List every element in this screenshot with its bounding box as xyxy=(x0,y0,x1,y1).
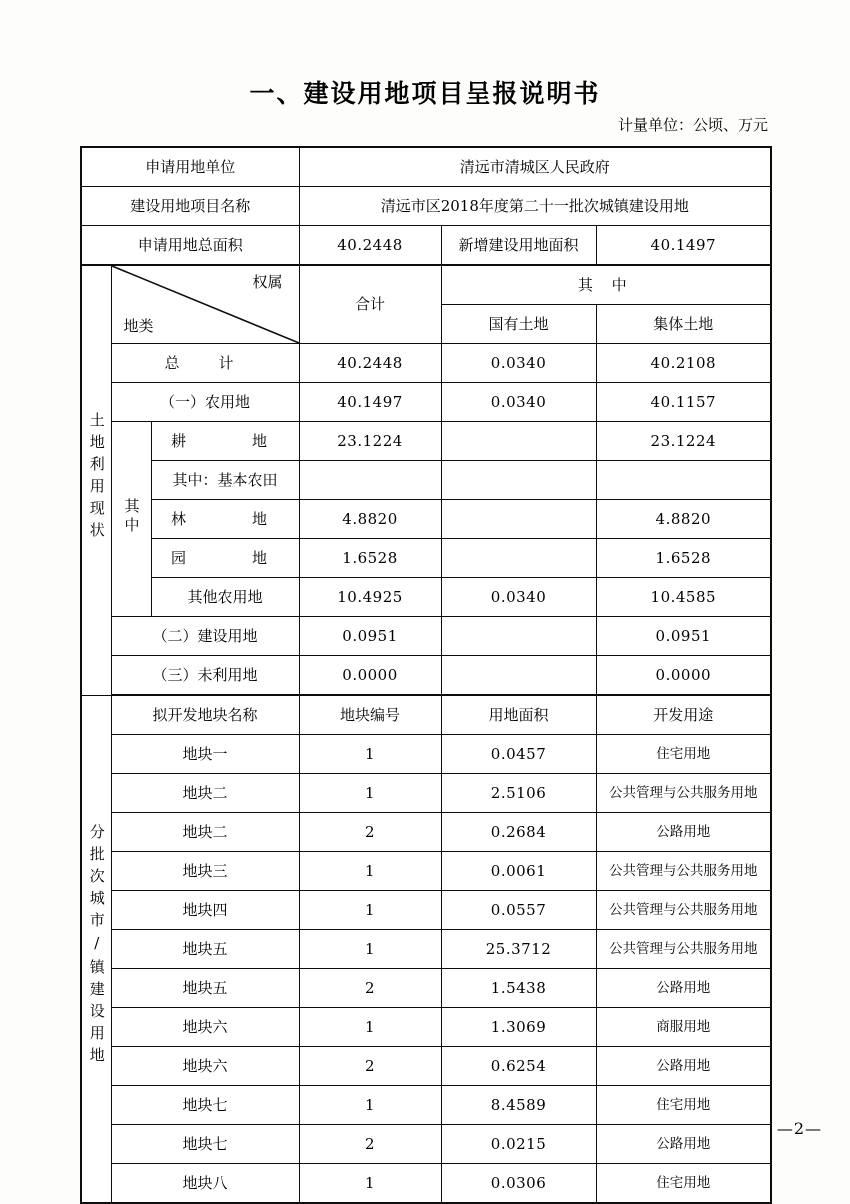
parcel-name: 地块二 xyxy=(111,774,299,813)
parcel-purpose: 公路用地 xyxy=(596,969,771,1008)
parcel-purpose: 公共管理与公共服务用地 xyxy=(596,852,771,891)
parcel-purpose: 公路用地 xyxy=(596,1125,771,1164)
project-label: 建设用地项目名称 xyxy=(81,187,299,226)
parcel-name: 地块八 xyxy=(111,1164,299,1204)
parcel-area: 1.3069 xyxy=(441,1008,596,1047)
land-use-row-total: 40.2448 xyxy=(299,344,441,383)
header-parcel-purpose: 开发用途 xyxy=(596,695,771,735)
table-row xyxy=(81,344,771,383)
parcel-name: 地块一 xyxy=(111,735,299,774)
header-state-owned-land: 国有土地 xyxy=(441,305,596,344)
header-parcel-name: 拟开发地块名称 xyxy=(111,695,299,735)
side-label-parcels xyxy=(81,695,111,1203)
table-row xyxy=(81,500,771,539)
table-row xyxy=(81,852,771,891)
land-use-row-state xyxy=(441,617,596,656)
parcel-name: 地块七 xyxy=(111,1086,299,1125)
row-total-area xyxy=(81,226,771,266)
sub-label-among-text: 其中 xyxy=(122,497,141,536)
parcel-area: 0.0306 xyxy=(441,1164,596,1204)
parcel-area: 0.6254 xyxy=(441,1047,596,1086)
land-use-row-total: 40.1497 xyxy=(299,383,441,422)
parcel-number: 2 xyxy=(299,1047,441,1086)
land-use-row-name: 其他农用地 xyxy=(151,578,299,617)
land-use-row-collective xyxy=(596,461,771,500)
table-row xyxy=(81,383,771,422)
parcel-purpose: 公共管理与公共服务用地 xyxy=(596,774,771,813)
parcel-name: 地块六 xyxy=(111,1047,299,1086)
land-use-row-total: 0.0951 xyxy=(299,617,441,656)
page-title: 一、建设用地项目呈报说明书 xyxy=(249,79,601,108)
table-row xyxy=(81,578,771,617)
diagonal-header-cell xyxy=(111,265,299,344)
parcel-number: 1 xyxy=(299,891,441,930)
parcel-area: 0.0061 xyxy=(441,852,596,891)
land-use-row-total xyxy=(299,461,441,500)
land-use-row-name: 耕 地 xyxy=(151,422,299,461)
parcel-number: 2 xyxy=(299,969,441,1008)
new-area-value: 40.1497 xyxy=(596,226,771,266)
parcel-area: 8.4589 xyxy=(441,1086,596,1125)
parcel-number: 1 xyxy=(299,852,441,891)
side-label-land-use-text: 土地利用现状 xyxy=(87,411,106,544)
applicant-value: 清远市清城区人民政府 xyxy=(299,147,771,187)
parcel-name: 地块四 xyxy=(111,891,299,930)
table-row xyxy=(81,1086,771,1125)
sub-label-among xyxy=(111,422,151,617)
header-parcel-number: 地块编号 xyxy=(299,695,441,735)
parcel-purpose: 住宅用地 xyxy=(596,1086,771,1125)
land-use-row-state xyxy=(441,539,596,578)
page-number: —2— xyxy=(776,1119,822,1138)
applicant-label: 申请用地单位 xyxy=(81,147,299,187)
land-use-row-name: 园 地 xyxy=(151,539,299,578)
land-use-row-collective: 10.4585 xyxy=(596,578,771,617)
land-use-row-total: 0.0000 xyxy=(299,656,441,696)
parcel-name: 地块七 xyxy=(111,1125,299,1164)
project-value: 清远市区2018年度第二十一批次城镇建设用地 xyxy=(299,187,771,226)
table-row xyxy=(81,1125,771,1164)
row-project-name xyxy=(81,187,771,226)
parcel-area: 25.3712 xyxy=(441,930,596,969)
land-use-row-state xyxy=(441,656,596,696)
land-use-row-state: 0.0340 xyxy=(441,383,596,422)
parcel-purpose: 公路用地 xyxy=(596,1047,771,1086)
row-applicant xyxy=(81,147,771,187)
land-use-row-state: 0.0340 xyxy=(441,344,596,383)
header-collective-land: 集体土地 xyxy=(596,305,771,344)
new-area-label: 新增建设用地面积 xyxy=(441,226,596,266)
land-use-row-state: 0.0340 xyxy=(441,578,596,617)
side-label-land-use xyxy=(81,265,111,695)
parcel-area: 2.5106 xyxy=(441,774,596,813)
parcel-purpose: 住宅用地 xyxy=(596,1164,771,1204)
header-total: 合计 xyxy=(299,265,441,344)
parcel-name: 地块二 xyxy=(111,813,299,852)
land-use-row-name: 总 计 xyxy=(111,344,299,383)
table-row xyxy=(81,1164,771,1204)
table-row xyxy=(81,1047,771,1086)
land-use-row-state xyxy=(441,422,596,461)
parcel-purpose: 住宅用地 xyxy=(596,735,771,774)
parcel-area: 1.5438 xyxy=(441,969,596,1008)
measurement-unit-note: 计量单位：公顷、万元 xyxy=(617,116,768,134)
row-parcel-headers xyxy=(81,695,771,735)
table-row xyxy=(81,930,771,969)
land-use-row-name: （一）农用地 xyxy=(111,383,299,422)
table-row xyxy=(81,891,771,930)
parcel-name: 地块六 xyxy=(111,1008,299,1047)
table-row xyxy=(81,422,771,461)
parcel-number: 1 xyxy=(299,930,441,969)
land-use-row-collective: 0.0000 xyxy=(596,656,771,696)
parcel-number: 1 xyxy=(299,735,441,774)
parcel-name: 地块五 xyxy=(111,969,299,1008)
parcel-name: 地块五 xyxy=(111,930,299,969)
row-column-headers-top xyxy=(81,265,771,305)
land-use-row-collective: 23.1224 xyxy=(596,422,771,461)
parcel-number: 2 xyxy=(299,1125,441,1164)
table-row xyxy=(81,774,771,813)
land-use-row-total: 4.8820 xyxy=(299,500,441,539)
parcel-area: 0.0215 xyxy=(441,1125,596,1164)
table-row xyxy=(81,539,771,578)
parcel-number: 1 xyxy=(299,1008,441,1047)
parcel-number: 1 xyxy=(299,774,441,813)
total-area-label: 申请用地总面积 xyxy=(81,226,299,266)
parcel-purpose: 公路用地 xyxy=(596,813,771,852)
parcel-purpose: 公共管理与公共服务用地 xyxy=(596,930,771,969)
table-row xyxy=(81,969,771,1008)
table-row xyxy=(81,656,771,696)
side-label-parcels-text: 分批次城市/镇建设用地 xyxy=(87,823,106,1069)
diagonal-label-landtype: 地类 xyxy=(123,317,154,336)
land-use-row-state xyxy=(441,500,596,539)
land-use-row-collective: 0.0951 xyxy=(596,617,771,656)
diagonal-label-ownership: 权属 xyxy=(252,273,283,291)
land-use-row-collective: 40.2108 xyxy=(596,344,771,383)
land-use-row-total: 1.6528 xyxy=(299,539,441,578)
land-use-row-collective: 40.1157 xyxy=(596,383,771,422)
parcel-number: 1 xyxy=(299,1164,441,1204)
land-use-row-total: 10.4925 xyxy=(299,578,441,617)
table-row xyxy=(81,813,771,852)
parcel-area: 0.2684 xyxy=(441,813,596,852)
land-use-row-total: 23.1224 xyxy=(299,422,441,461)
table-row xyxy=(81,617,771,656)
land-use-row-collective: 4.8820 xyxy=(596,500,771,539)
parcel-number: 2 xyxy=(299,813,441,852)
total-area-value: 40.2448 xyxy=(299,226,441,266)
parcel-area: 0.0557 xyxy=(441,891,596,930)
land-use-row-state xyxy=(441,461,596,500)
parcel-purpose: 商服用地 xyxy=(596,1008,771,1047)
parcel-name: 地块三 xyxy=(111,852,299,891)
parcel-area: 0.0457 xyxy=(441,735,596,774)
parcel-number: 1 xyxy=(299,1086,441,1125)
land-use-row-name: 其中：基本农田 xyxy=(151,461,299,500)
land-use-row-name: （二）建设用地 xyxy=(111,617,299,656)
parcel-purpose: 公共管理与公共服务用地 xyxy=(596,891,771,930)
table-row xyxy=(81,1008,771,1047)
table-row xyxy=(81,461,771,500)
construction-land-report-table xyxy=(80,146,772,1204)
land-use-row-collective: 1.6528 xyxy=(596,539,771,578)
land-use-row-name: （三）未利用地 xyxy=(111,656,299,696)
table-row xyxy=(81,735,771,774)
land-use-row-name: 林 地 xyxy=(151,500,299,539)
header-among: 其 中 xyxy=(441,265,771,305)
header-parcel-area: 用地面积 xyxy=(441,695,596,735)
